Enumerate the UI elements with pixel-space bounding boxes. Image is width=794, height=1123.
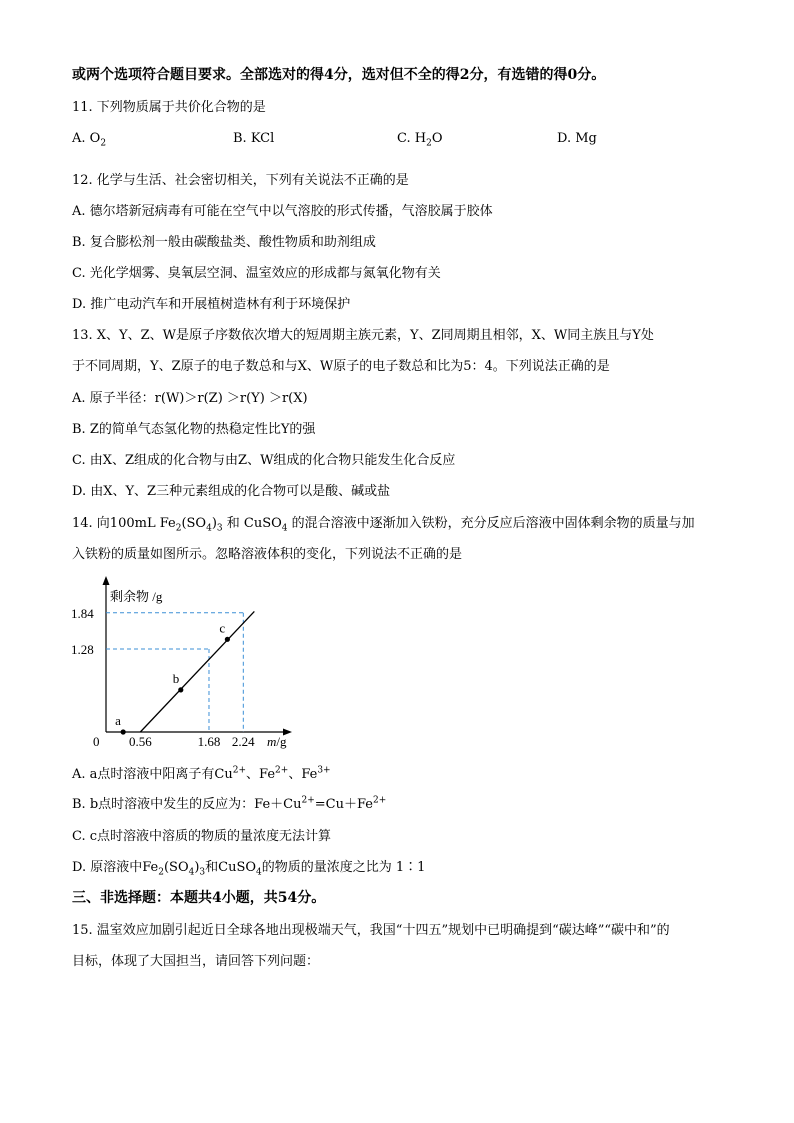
data-points (115, 620, 230, 734)
q12-option-d: D. 推广电动汽车和开展植树造林有利于环境保护 (72, 297, 351, 312)
point-label-c: c (219, 620, 226, 636)
y-tick-labels (71, 606, 94, 657)
x-tick-label: 0.56 (128, 734, 152, 749)
point-c (225, 637, 230, 642)
q14-stem-line2: 入铁粉的质量如图所示。忽略溶液体积的变化，下列说法不正确的是 (72, 547, 463, 562)
q13-option-d: D. 由X、Y、Z三种元素组成的化合物可以是酸、碱或盐 (72, 484, 391, 499)
q13-option-c: C. 由X、Z组成的化合物与由Z、W组成的化合物只能发生化合反应 (72, 453, 456, 468)
q12-stem: 12. 化学与生活、社会密切相关，下列有关说法不正确的是 (72, 173, 409, 188)
q13-stem-line2: 于不同周期，Y、Z原子的电子数总和与X、W原子的电子数总和比为5：4。下列说法正确的是 (72, 359, 610, 374)
point-label-a: a (115, 713, 121, 728)
q14-stem-line1: 14. 向100mL $Fe_2(SO_4)_3$ 和 CuSO$_4$ 的混合溶液中逐渐加入铁粉，充分反应后溶液中固体剩余物的质量与加 (72, 516, 695, 534)
origin-label: 0 (93, 734, 100, 749)
q14-option-d: D. 原溶液中$Fe_2(SO_4)_3$和CuSO$_4$的物质的量浓度之比为 1∶1 (72, 860, 426, 878)
y-axis-label: 剩余物 /g (110, 589, 163, 604)
q13-option-b: B. Z的简单气态氢化物的热稳定性比Y的强 (72, 422, 316, 437)
q12-option-a: A. 德尔塔新冠病毒有可能在空气中以气溶胶的形式传播，气溶胶属于胶体 (72, 204, 493, 219)
x-tick-label: 1.68 (197, 734, 221, 749)
x-axis-label: m/g (267, 734, 287, 749)
q11-option-b: B. KCl (233, 131, 275, 146)
point-a (121, 729, 126, 734)
q11-option-d: D. Mg (557, 131, 597, 146)
q11-option-a: A. $O_2$ (72, 131, 107, 149)
section-header-multiple-choice: 或两个选项符合题目要求。全部选对的得4分，选对但不全的得2分，有选错的得0分。 (72, 67, 606, 83)
x-tick-labels (129, 734, 255, 749)
section-header-non-choice: 三、非选择题：本题共4小题，共54分。 (72, 890, 326, 906)
q14-option-b: B. b点时溶液中发生的反应为：$Fe+Cu^{2+}=Cu+Fe^{2+}$ (72, 795, 387, 812)
q15-stem-line1: 15. 温室效应加剧引起近日全球各地出现极端天气，我国“十四五”规划中已明确提到“碳达峰”“碳中和”的 (72, 923, 670, 938)
y-tick-label: 1.28 (71, 642, 94, 658)
q12-option-b: B. 复合膨松剂一般由碳酸盐类、酸性物质和助剂组成 (72, 235, 376, 250)
q13-stem-line1: 13. X、Y、Z、W是原子序数依次增大的短周期主族元素，Y、Z同周期且相邻，X、W同主族且与Y处 (72, 328, 654, 343)
q15-stem-line2: 目标，体现了大国担当，请回答下列问题： (72, 954, 320, 969)
y-tick-label: 1.84 (71, 605, 94, 621)
y-axis-arrow (103, 576, 110, 585)
q11-stem: 11. 下列物质属于共价化合物的是 (72, 100, 266, 115)
q14-option-a: A. a点时溶液中阳离子有$Cu^{2+}$、$Fe^{2+}$、$Fe^{3+}$ (72, 765, 331, 782)
point-label-b: b (172, 670, 180, 686)
q11-option-c: C. $H_2O$ (397, 131, 443, 149)
point-b (178, 687, 183, 692)
x-tick-label: 2.24 (231, 734, 255, 749)
q12-option-c: C. 光化学烟雾、臭氧层空洞、温室效应的形成都与氮氧化物有关 (72, 266, 441, 281)
q13-option-a: A. 原子半径：r(W)＞r(Z) ＞r(Y) ＞r(X) (72, 391, 308, 406)
q14-option-c: C. c点时溶液中溶质的物质的量浓度无法计算 (72, 829, 332, 844)
data-line (140, 611, 254, 732)
